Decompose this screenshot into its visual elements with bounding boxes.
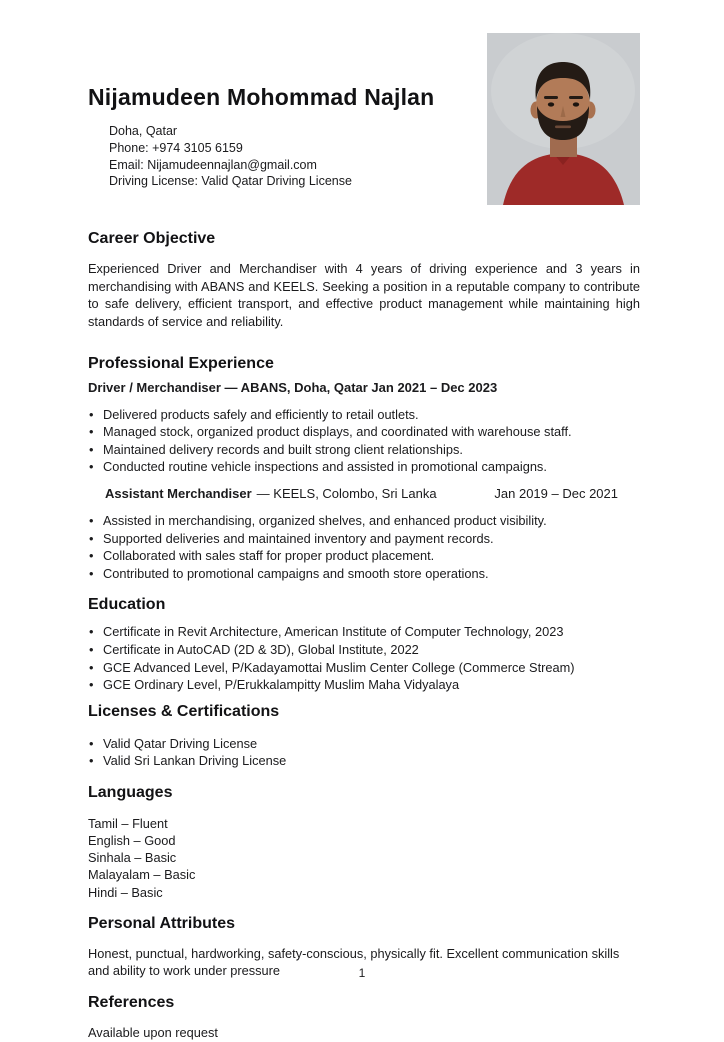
contact-phone: Phone: +974 3105 6159 — [109, 140, 243, 155]
page-number: 1 — [358, 966, 366, 980]
job-2-dates: Jan 2019 – Dec 2021 — [494, 485, 618, 501]
bullet-item: • Collaborated with sales staff for proper product placement. — [88, 547, 640, 565]
section-heading-education: Education — [88, 596, 166, 614]
headshot-photo — [487, 33, 640, 205]
bullet-item: • Valid Qatar Driving License — [88, 735, 640, 753]
language-item: English – Good — [88, 833, 176, 849]
job-2-title: Assistant Merchandiser — [105, 485, 252, 501]
bullet-item: • Assisted in merchandising, organized shelves, and enhanced product visibility. — [88, 512, 640, 530]
job-2-bullet-list — [88, 512, 640, 582]
language-item: Hindi – Basic — [88, 884, 163, 900]
bullet-item: • GCE Advanced Level, P/Kadayamottai Muslim Center College (Commerce Stream) — [88, 659, 640, 677]
contact-driving-license: Driving License: Valid Qatar Driving License — [109, 174, 352, 189]
section-heading-references: References — [88, 994, 175, 1012]
bullet-item: • Contributed to promotional campaigns and smooth store operations. — [88, 565, 640, 583]
section-heading-licenses: Licenses & Certifications — [88, 702, 280, 720]
section-heading-career-objective: Career Objective — [88, 230, 216, 248]
bullet-item: • GCE Ordinary Level, P/Erukkalampitty Muslim Maha Vidyalaya — [88, 676, 640, 694]
bullet-item: • Delivered products safely and efficiently to retail outlets. — [88, 406, 640, 424]
language-item: Tamil – Fluent — [88, 815, 168, 831]
bullet-item: • Conducted routine vehicle inspections and assisted in promotional campaigns. — [88, 458, 640, 476]
bullet-item: • Certificate in Revit Architecture, American Institute of Computer Technology, 2023 — [88, 623, 640, 641]
bullet-item: • Certificate in AutoCAD (2D & 3D), Global Institute, 2022 — [88, 641, 640, 659]
bullet-item: • Valid Sri Lankan Driving License — [88, 752, 640, 770]
section-heading-languages: Languages — [88, 783, 173, 801]
bullet-item: • Maintained delivery records and built strong client relationships. — [88, 441, 640, 459]
bullet-item: • Managed stock, organized product displays, and coordinated with warehouse staff. — [88, 423, 640, 441]
personal-attributes-text: Honest, punctual, hardworking, safety-conscious, physically fit. Excellent communication skills and ability to work under pressure — [88, 945, 620, 979]
headshot-illustration — [487, 33, 640, 205]
bullet-item: • Supported deliveries and maintained inventory and payment records. — [88, 530, 640, 548]
section-heading-professional-experience: Professional Experience — [88, 354, 274, 372]
languages-list — [88, 815, 640, 901]
job-2-org: — KEELS, Colombo, Sri Lanka — [256, 485, 437, 501]
contact-email: Email: Nijamudeennajlan@gmail.com — [109, 157, 317, 172]
job-1-bullet-list — [88, 406, 640, 476]
section-heading-personal-attributes: Personal Attributes — [88, 914, 235, 932]
job-title-driver-merchandiser: Driver / Merchandiser — ABANS, Doha, Qatar Jan 2021 – Dec 2023 — [88, 379, 498, 395]
job-title-assistant-merchandiser — [88, 485, 640, 503]
language-item: Malayalam – Basic — [88, 867, 196, 883]
contact-location: Doha, Qatar — [109, 124, 178, 138]
education-bullet-list — [88, 623, 640, 693]
candidate-name: Nijamudeen Mohommad Najlan — [88, 84, 435, 110]
licenses-bullet-list — [88, 735, 640, 770]
language-item: Sinhala – Basic — [88, 850, 177, 866]
references-text: Available upon request — [88, 1025, 218, 1041]
career-objective-text: Experienced Driver and Merchandiser with 4 years of driving experience and 3 years in merchandising with ABANS and KEELS. Seeking a position in a reputable company to contribute to safe delivery, efficient transport, and effective product management while maintaining high standards of service and reliability. — [88, 261, 640, 329]
